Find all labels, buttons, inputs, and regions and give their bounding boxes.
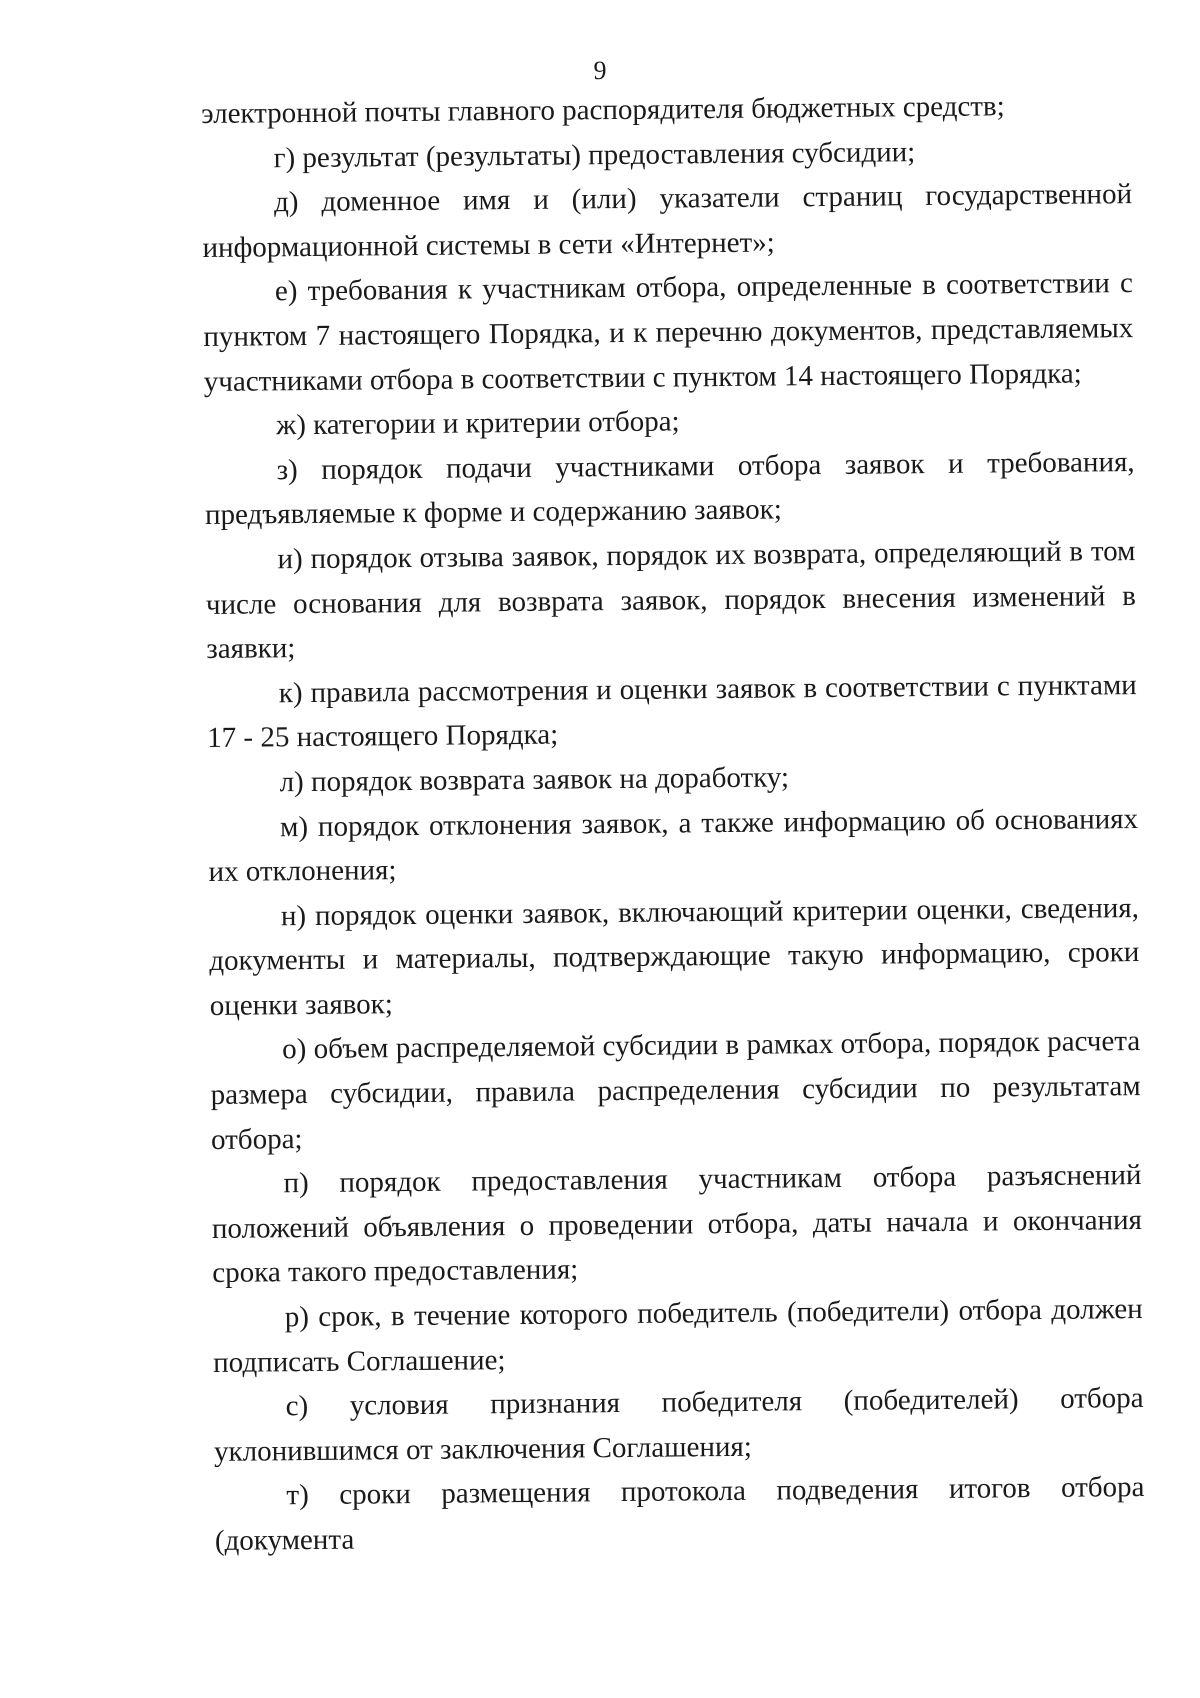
list-item-g: г) результат (результаты) предоставления субсидии; bbox=[273, 135, 916, 174]
list-item-o: о) объем распределяемой субсидии в рамках отбора, порядок расчета размера субсидии, правила распределения субсидии по результатам отбора; bbox=[210, 1025, 1141, 1156]
list-item-i: и) порядок отзыва заявок, порядок их возврата, определяющий в том числе основания для возврата заявок, порядок внесения изменений в заявки; bbox=[205, 534, 1137, 666]
list-item-m: м) порядок отклонения заявок, а также информацию об основаниях их отклонения; bbox=[208, 802, 1139, 889]
list-item-p: п) порядок предоставления участникам отбора разъяснений положений объявления о проведении отбора, даты начала и окончания срока такого предоставления; bbox=[211, 1159, 1143, 1290]
list-item-z: з) порядок подачи участниками отбора заявок и требования, предъявляемые к форме и содержанию заявок; bbox=[204, 445, 1135, 532]
list-item-e: е) требования к участникам отбора, определенные в соответствии с пунктом 7 настоящего Порядка, и к перечню документов, представляемых участниками отбора в соответствии с пунктом 14 настоящего Порядка; bbox=[203, 267, 1134, 398]
document-body bbox=[201, 83, 1145, 1563]
list-item-t: т) сроки размещения протокола подведения итогов отбора (документа bbox=[214, 1471, 1145, 1557]
list-item-zh: ж) категории и критерии отбора; bbox=[276, 405, 680, 442]
list-item-k: к) правила рассмотрения и оценки заявок в соответствии с пунктами 17 - 25 настоящего Порядка; bbox=[207, 668, 1137, 755]
list-item-d: д) доменное имя и (или) указатели страниц государственной информационной системы в сети «Интернет»; bbox=[202, 178, 1133, 264]
list-item-r: р) срок, в течение которого победитель (победители) отбора должен подписать Соглашение; bbox=[213, 1293, 1143, 1379]
list-item-n: н) порядок оценки заявок, включающий критерии оценки, сведения, документы и материалы, подтверждающие такую информацию, сроки оценки заявок; bbox=[209, 891, 1140, 1022]
page-number: 9 bbox=[593, 56, 607, 85]
paragraph-continuation: электронной почты главного распорядителя бюджетных средств; bbox=[201, 90, 1005, 130]
list-item-l: л) порядок возврата заявок на доработку; bbox=[279, 761, 790, 799]
list-item-s: с) условия признания победителя (победителей) отбора уклонившимся от заключения Соглашения; bbox=[213, 1382, 1144, 1468]
